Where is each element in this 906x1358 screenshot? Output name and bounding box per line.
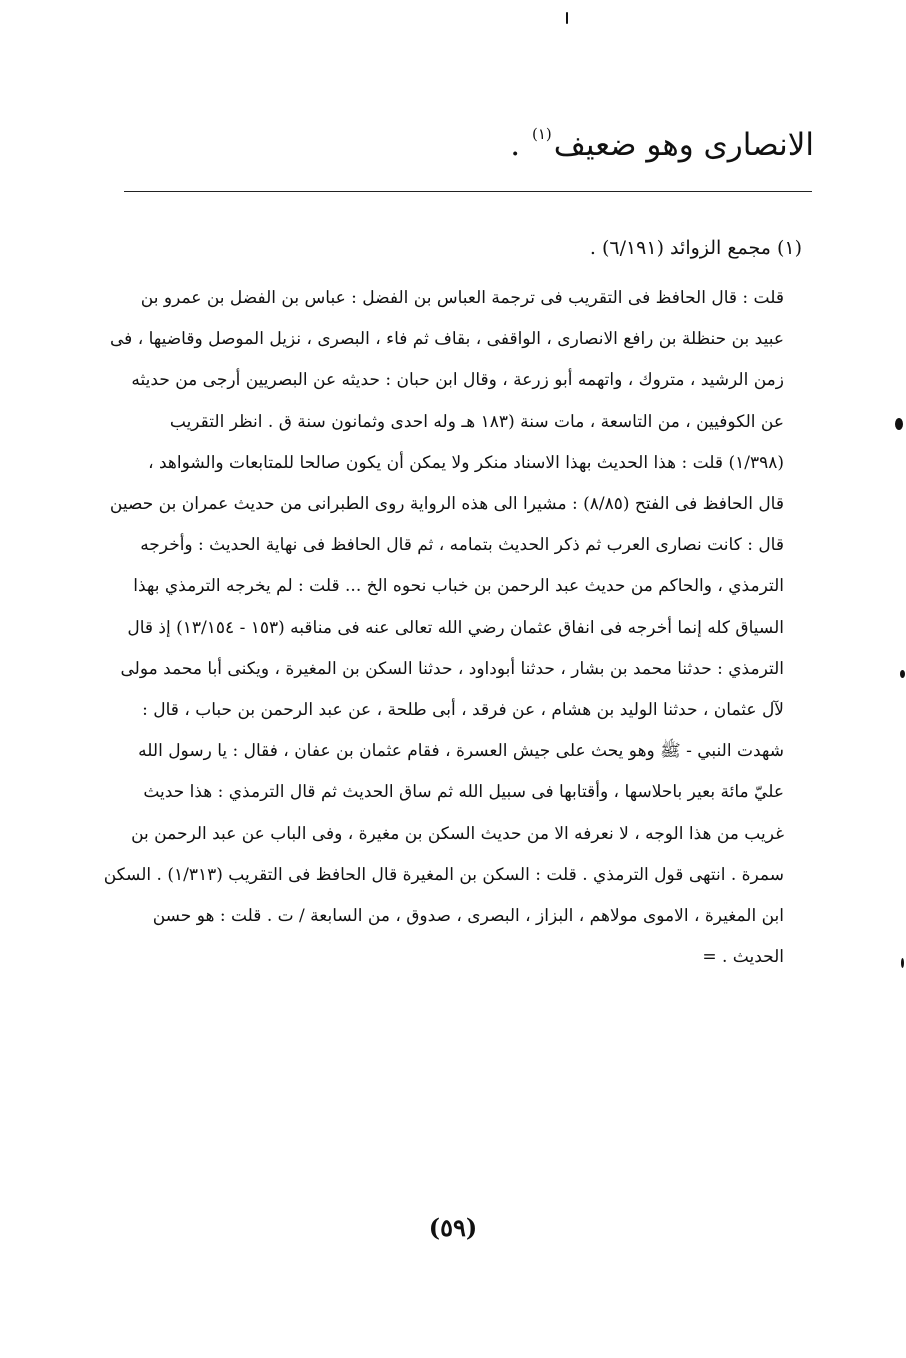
scan-speck <box>900 670 905 678</box>
body-line: قلت : قال الحافظ فى التقريب فى ترجمة العباس بن الفضل : عباس بن الفضل بن عمرو بن <box>140 288 784 308</box>
footnote-separator <box>124 191 812 192</box>
body-line: عبيد بن حنظلة بن رافع الانصارى ، الواقفى ، بقاف ثم فاء ، البصرى ، نزيل الموصل وقاضيها ، فى <box>110 329 784 350</box>
body-line: الترمذي ، والحاكم من حديث عبد الرحمن بن خباب نحوه الخ ... قلت : لم يخرجه الترمذي بهذا <box>133 576 784 597</box>
body-line: ابن المغيرة ، الاموى مولاهم ، البزاز ، البصرى ، صدوق ، من السابعة / ت . قلت : هو حسن <box>152 906 784 927</box>
body-line: سمرة . انتهى قول الترمذي . قلت : السكن بن المغيرة قال الحافظ فى التقريب (١/٣١٣) . السكن <box>103 864 784 885</box>
scan-speck <box>901 958 904 968</box>
scan-speck <box>895 418 903 430</box>
body-line: عن الكوفيين ، من التاسعة ، مات سنة (١٨٣ هـ وله احدى وثمانون سنة ق . انظر التقريب <box>169 411 784 432</box>
body-line: لآل عثمان ، حدثنا الوليد بن هشام ، عن فرقد ، أبى طلحة ، عن عبد الرحمن بن حباب ، قال : <box>142 700 784 721</box>
body-line: عليّ مائة بعير باحلاسها ، وأقتابها فى سبيل الله ثم ساق الحديث ثم قال الترمذي : هذا حديث <box>143 782 784 803</box>
body-line: الترمذي : حدثنا محمد بن بشار ، حدثنا أبوداود ، حدثنا السكن بن المغيرة ، ويكنى أبا محمد مولى <box>120 658 784 679</box>
main-text: الانصارى وهو ضعيف <box>553 127 814 163</box>
body-line: زمن الرشيد ، متروك ، واتهمه أبو زرعة ، وقال ابن حبان : حديثه عن البصريين أرجى من حديثه <box>131 370 784 391</box>
body-line: قال : كانت نصارى العرب ثم ذكر الحديث بتمامه ، ثم قال الحافظ فى نهاية الحديث : وأخرجه <box>140 535 784 556</box>
main-text-end: . <box>510 127 521 163</box>
footnote-marker: (١) <box>531 125 552 143</box>
body-line: غريب من هذا الوجه ، لا نعرفه الا من حديث السكن بن مغيرة ، وفى الباب عن عبد الرحمن بن <box>131 823 784 844</box>
body-line: السياق كله إنما أخرجه فى انفاق عثمان رضي الله تعالى عنه فى مناقبه (١٥٣ - ١٣/١٥٤) إذ قال <box>127 617 784 638</box>
body-line: شهدت النبي - ﷺ وهو يحث على جيش العسرة ، فقام عثمان بن عفان ، فقال : يا رسول الله <box>138 741 784 762</box>
body-line: الحديث . = <box>702 947 784 968</box>
footnote-heading: (١) مجمع الزوائد (٦/١٩١) . <box>589 237 802 259</box>
body-line: قال الحافظ فى الفتح (٨/٨٥) : مشيرا الى هذه الرواية روى الطبرانى من حديث عمران بن حصين <box>109 494 784 515</box>
page-number: (٥٩) <box>428 1213 478 1242</box>
main-text-line <box>510 104 814 175</box>
body-line: (١/٣٩٨) قلت : هذا الحديث بهذا الاسناد منكر ولا يمكن أن يكون صالحا للمتابعات والشواهد ، <box>148 452 784 473</box>
scan-speck <box>566 12 568 24</box>
footnote-body <box>103 278 784 978</box>
